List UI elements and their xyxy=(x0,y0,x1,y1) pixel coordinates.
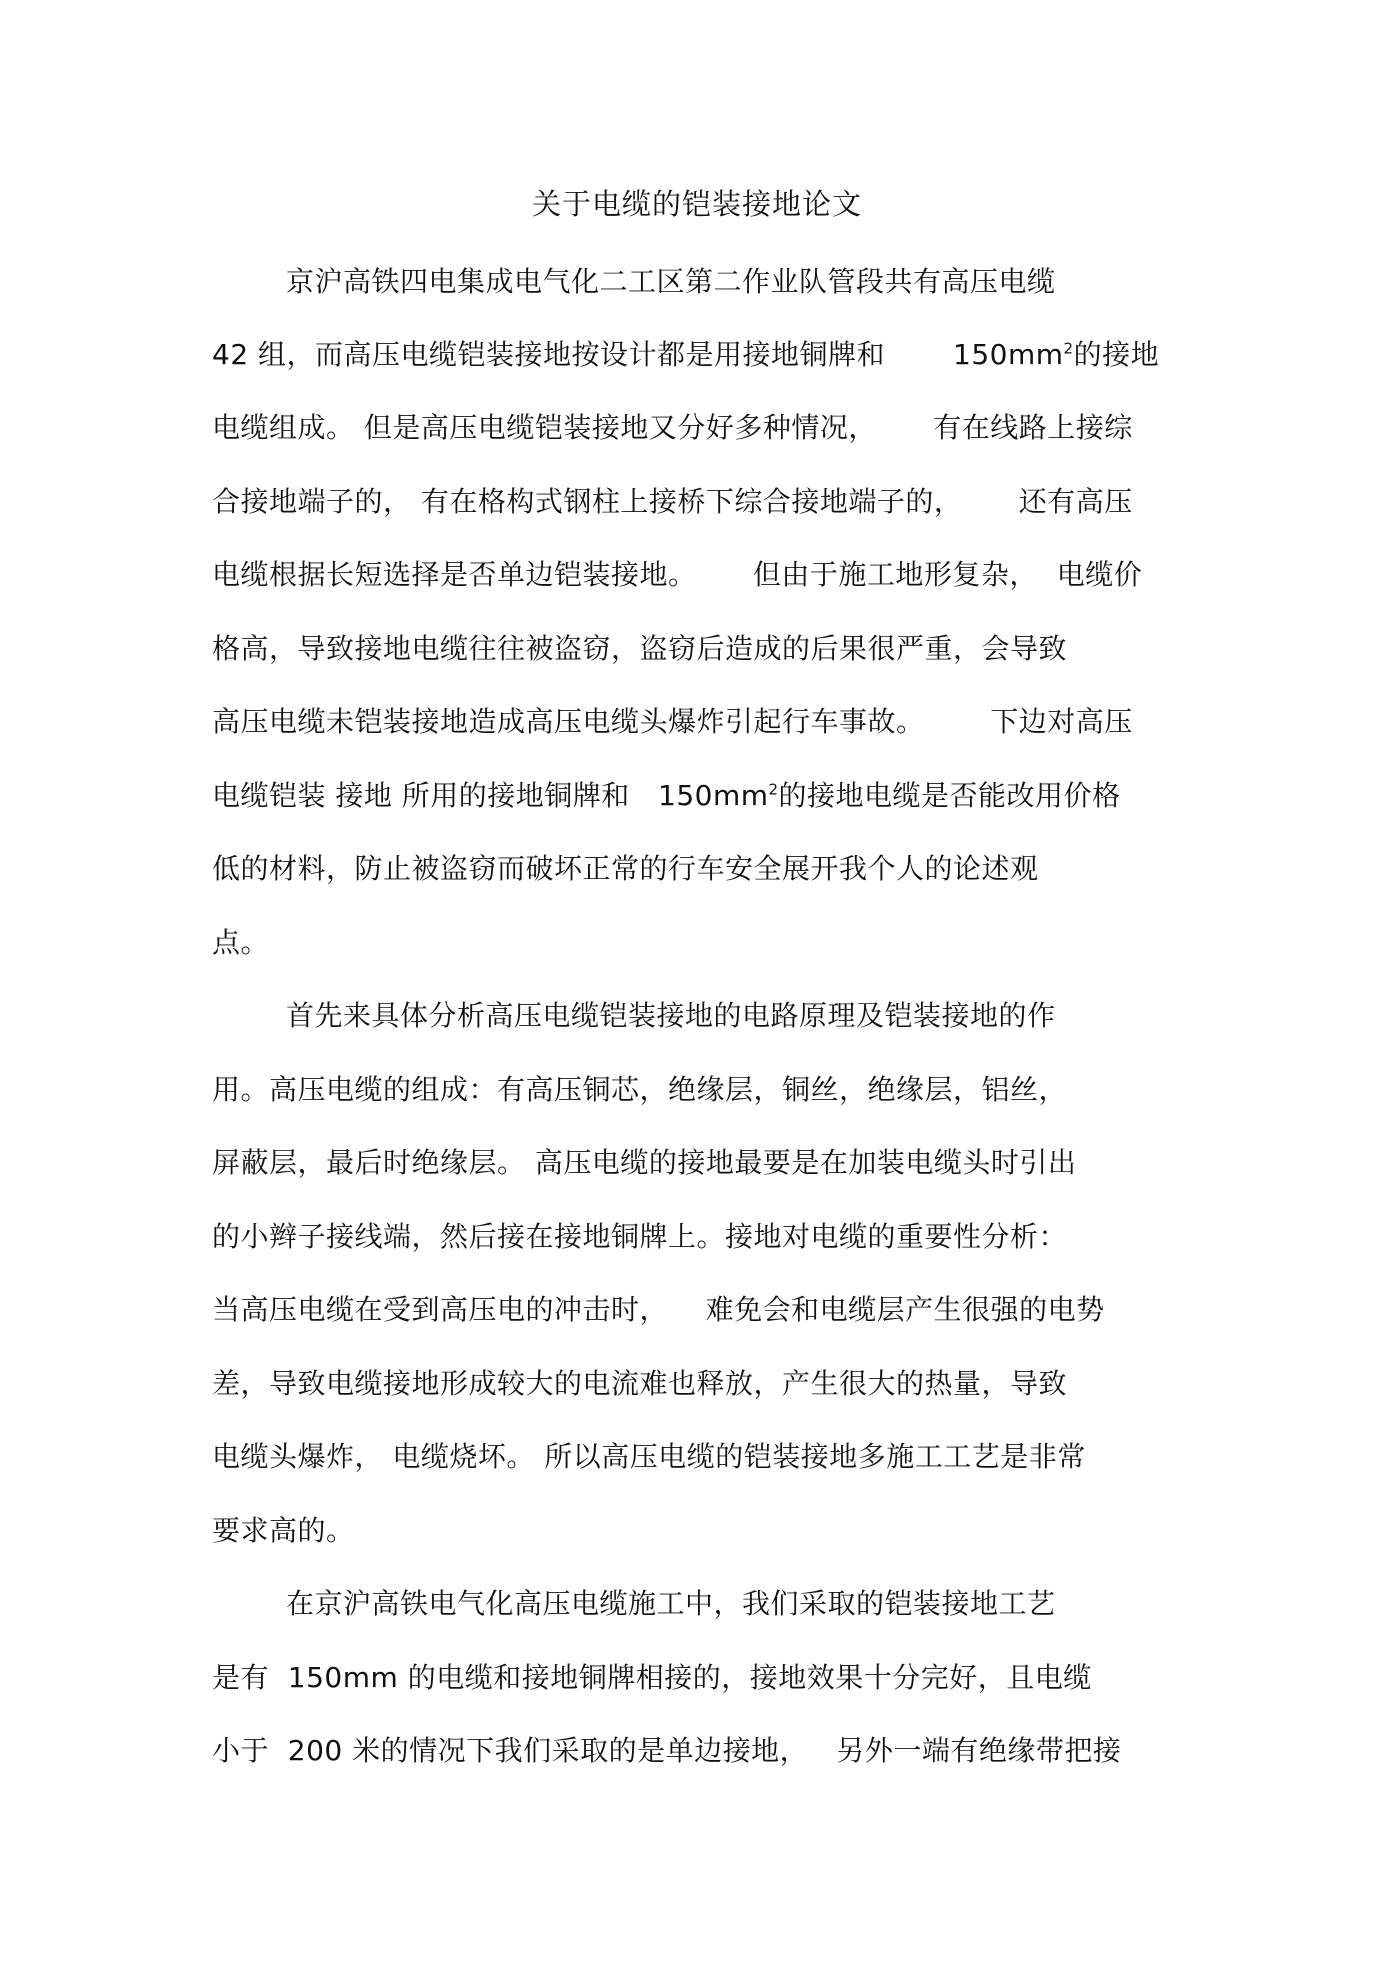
text-line: 京沪高铁四电集成电气化二工区第二作业队管段共有高压电缆 xyxy=(286,265,1056,298)
text-span: 42 组，而高压电缆铠装接地按设计都是用接地铜牌和 xyxy=(212,338,886,371)
text-line: 在京沪高铁电气化高压电缆施工中，我们采取的铠装接地工艺 xyxy=(286,1587,1056,1620)
text-line: 是有 150mm 的电缆和接地铜牌相接的，接地效果十分完好，且电缆 xyxy=(212,1661,1092,1694)
text-line: 点。 xyxy=(212,926,270,959)
superscript: 2 xyxy=(768,780,779,799)
text-line: 电缆头爆炸， 电缆烧坏。 所以高压电缆的铠装接地多施工工艺是非常 xyxy=(212,1440,1086,1473)
text-line xyxy=(212,778,1121,814)
text-line: 电缆根据长短选择是否单边铠装接地。 但由于施工地形复杂， 电缆价 xyxy=(212,558,1143,591)
document-title: 关于电缆的铠装接地论文 xyxy=(531,187,862,221)
text-line: 低的材料，防止被盗窃而破坏正常的行车安全展开我个人的论述观 xyxy=(212,852,1039,885)
text-line: 小于 200 米的情况下我们采取的是单边接地， 另外一端有绝缘带把接 xyxy=(212,1734,1122,1767)
unit-span: 150mm xyxy=(953,338,1064,371)
text-line: 合接地端子的， 有在格构式钢柱上接桥下综合接地端子的， 还有高压 xyxy=(212,485,1133,518)
superscript: 2 xyxy=(1063,339,1074,358)
text-line xyxy=(212,337,1159,373)
text-span: 的接地电缆是否能改用价格 xyxy=(778,779,1121,812)
text-line: 差，导致电缆接地形成较大的电流难也释放，产生很大的热量，导致 xyxy=(212,1367,1068,1400)
text-line: 用。高压电缆的组成：有高压铜芯，绝缘层，铜丝，绝缘层，铝丝， xyxy=(212,1073,1068,1106)
text-line: 要求高的。 xyxy=(212,1514,355,1547)
text-line: 电缆组成。 但是高压电缆铠装接地又分好多种情况， 有在线路上接综 xyxy=(212,411,1133,444)
text-span: 电缆铠装 接地 所用的接地铜牌和 150mm xyxy=(212,779,769,812)
text-line: 高压电缆未铠装接地造成高压电缆头爆炸引起行车事故。 下边对高压 xyxy=(212,705,1133,738)
text-line: 首先来具体分析高压电缆铠装接地的电路原理及铠装接地的作 xyxy=(286,999,1056,1032)
text-line: 格高，导致接地电缆往往被盗窃，盗窃后造成的后果很严重，会导致 xyxy=(212,632,1068,665)
text-line: 当高压电缆在受到高压电的冲击时， 难免会和电缆层产生很强的电势 xyxy=(212,1293,1105,1326)
text-line: 屏蔽层，最后时绝缘层。 高压电缆的接地最要是在加装电缆头时引出 xyxy=(212,1146,1077,1179)
text-line: 的小辫子接线端，然后接在接地铜牌上。接地对电缆的重要性分析： xyxy=(212,1220,1068,1253)
text-span: 的接地 xyxy=(1073,338,1160,371)
